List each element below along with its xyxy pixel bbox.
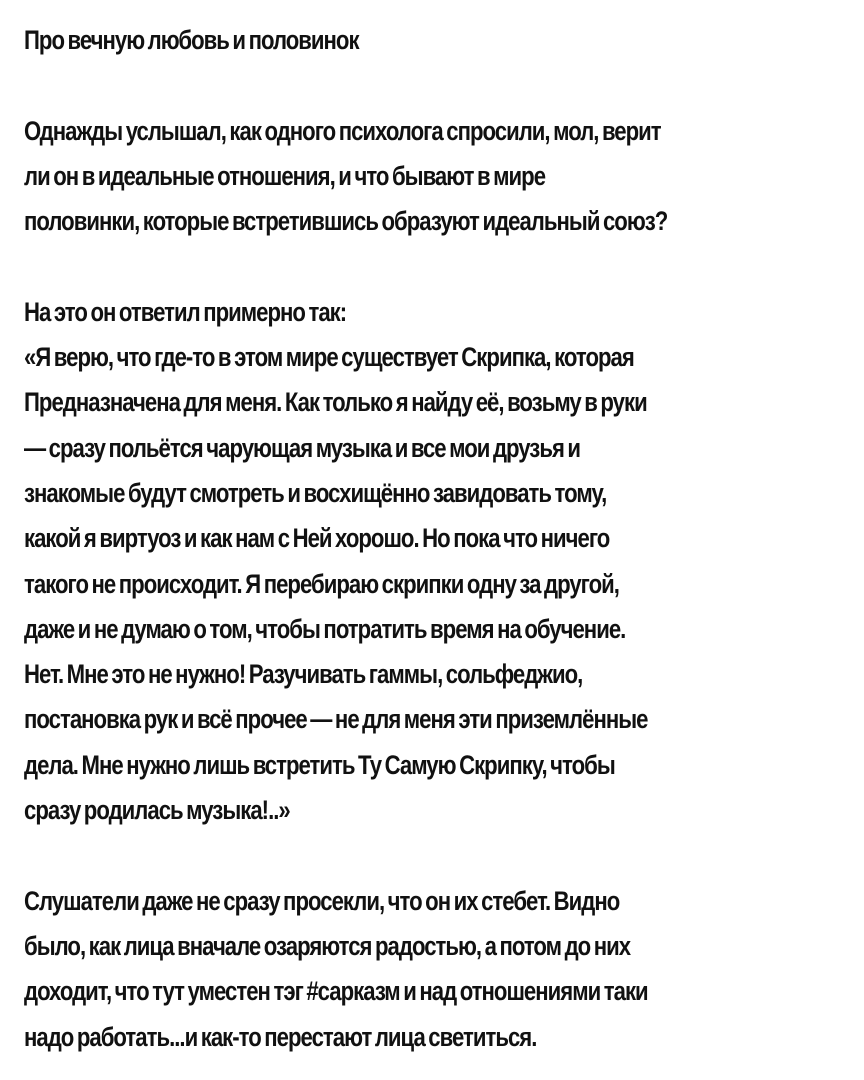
text-line: Слушатели даже не сразу просекли, что он их стебет. Видно — [24, 885, 620, 916]
paragraph-question — [24, 109, 840, 245]
text-line: какой я виртуоз и как нам с Ней хорошо. Но пока что ничего — [24, 523, 610, 554]
text-line: половинки, которые встретившись образуют идеальный союз? — [24, 206, 668, 237]
text-line: постановка рук и всё прочее — не для меня эти приземлённые — [24, 704, 648, 735]
text-line: дела. Мне нужно лишь встретить Ту Самую Скрипку, чтобы — [24, 749, 615, 780]
text-line: Предназначена для меня. Как только я найду её, возьму в руки — [24, 387, 647, 418]
text-line: На это он ответил примерно так: — [24, 296, 347, 327]
spacer — [24, 833, 840, 878]
text-line: «Я верю, что где-то в этом мире существует Скрипка, которая — [24, 342, 634, 373]
paragraph-conclusion — [24, 879, 840, 1060]
paragraph-answer — [24, 290, 840, 834]
text-line: такого не происходит. Я перебираю скрипки одну за другой, — [24, 568, 619, 599]
text-line: надо работать...и как-то перестают лица светиться. — [24, 1021, 537, 1052]
text-line: было, как лица вначале озаряются радостью, а потом до них — [24, 930, 631, 961]
spacer — [24, 63, 840, 108]
text-line: Однажды услышал, как одного психолога спросили, мол, верит — [24, 115, 661, 146]
text-line: даже и не думаю о том, чтобы потратить время на обучение. — [24, 613, 626, 644]
text-line: — сразу польётся чарующая музыка и все мои друзья и — [24, 432, 581, 463]
spacer — [24, 244, 840, 289]
text-line: сразу родилась музыка!..» — [24, 795, 290, 826]
text-line: Нет. Мне это не нужно! Разучивать гаммы, сольфеджио, — [24, 659, 583, 690]
text-line: доходит, что тут уместен тэг #сарказм и над отношениями таки — [24, 976, 648, 1007]
document-title: Про вечную любовь и половинок — [24, 25, 359, 55]
document-page — [24, 18, 693, 1060]
document-body — [24, 18, 840, 1060]
text-line: ли он в идеальные отношения, и что бывают в мире — [24, 160, 546, 191]
text-line: знакомые будут смотреть и восхищённо завидовать тому, — [24, 477, 607, 508]
